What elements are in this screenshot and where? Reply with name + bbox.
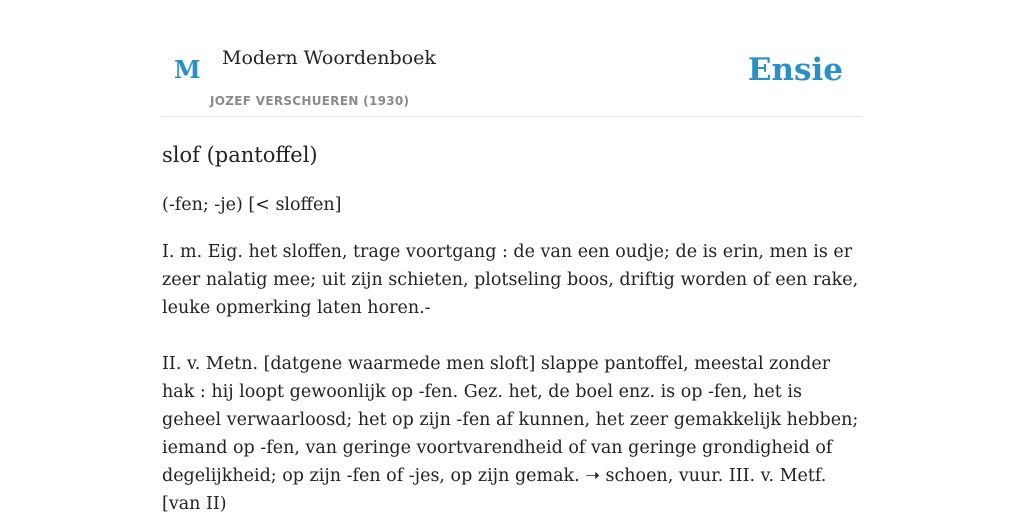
dictionary-logo[interactable]: M (174, 55, 201, 84)
dictionary-author: JOZEF VERSCHUEREN (1930) (210, 94, 410, 108)
entry-sense-2: II. v. Metn. [datgene waarmede men sloft] slappe pantoffel, meestal zonder hak : hij loopt gewoonlijk op -fen. Gez. het, de boel enz. is op -fen, het is geheel verwaarloosd; het op zijn -fen af kunnen, het zeer gemakkelijk hebben; iemand op -fen, van geringe voortvarendheid of van geringe grondigheid of degelijkheid; op zijn -fen of -jes, op zijn gemak. ➝ schoen, vuur. III. v. Metf. [van II) (162, 354, 859, 512)
dictionary-title[interactable]: Modern Woordenboek (222, 47, 436, 69)
entry-headword: slof (pantoffel) (162, 143, 318, 167)
entry-grammar: (-fen; -je) [< sloffen] (162, 195, 342, 215)
dictionary-header (162, 0, 862, 117)
dictionary-entry (162, 140, 862, 512)
site-logo[interactable]: Ensie (747, 52, 843, 88)
entry-sense-1: I. m. Eig. het sloffen, trage voortgang : de van een oudje; de is erin, men is er zeer nalatig mee; uit zijn schieten, plotseling boos, driftig worden of een rake, leuke opmerking laten horen.- (162, 242, 859, 318)
